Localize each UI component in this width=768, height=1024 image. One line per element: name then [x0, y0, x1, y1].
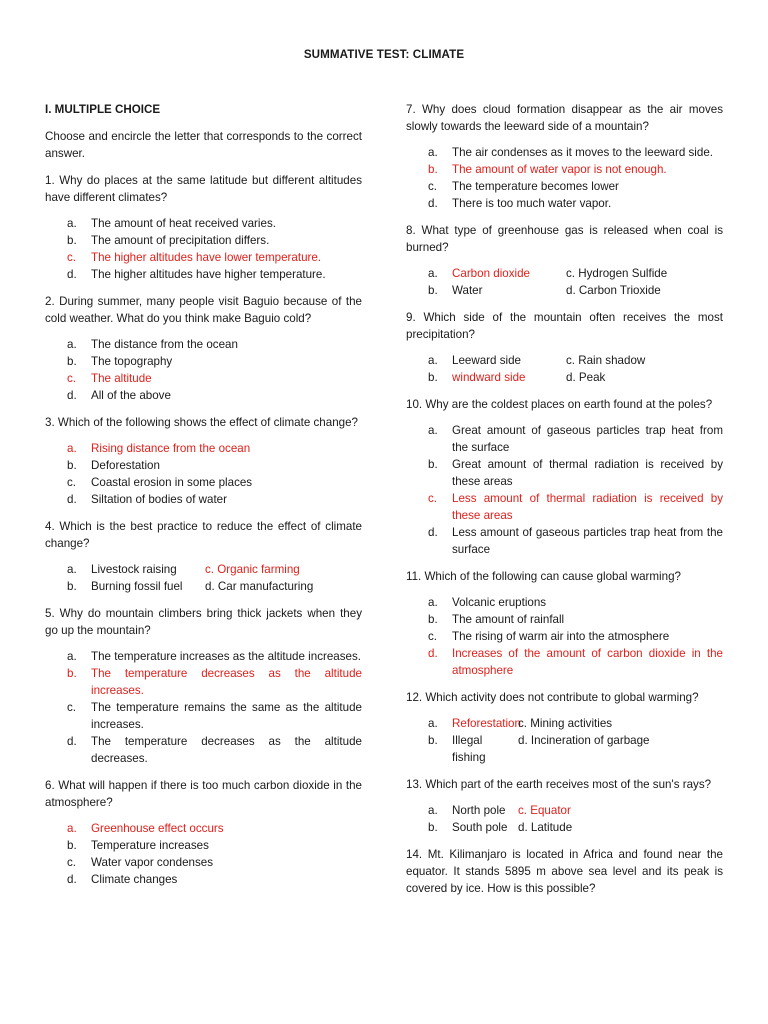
option-text: Livestock raising: [91, 563, 177, 576]
option-letter: a.: [428, 804, 438, 817]
option-a[interactable]: [45, 336, 362, 353]
option-row-1: [406, 265, 723, 282]
question-text: 7. Why does cloud formation disappear as the air moves slowly towards the leeward side of a mountain?: [406, 103, 723, 133]
option-c[interactable]: [45, 854, 362, 871]
option-b[interactable]: [428, 282, 566, 299]
question-text: 1. Why do places at the same latitude but different altitudes have different climates?: [45, 174, 362, 204]
option-letter: b.: [428, 163, 438, 176]
option-text: North pole: [452, 804, 506, 817]
option-letter: d.: [67, 735, 77, 748]
option-text: The amount of rainfall: [452, 613, 565, 626]
option-text: Temperature increases: [91, 839, 209, 852]
option-letter: a.: [428, 354, 438, 367]
question-text: 8. What type of greenhouse gas is released when coal is burned?: [406, 224, 723, 254]
option-letter: a.: [67, 442, 77, 455]
option-d[interactable]: d. Latitude: [518, 821, 573, 834]
option-letter: d.: [67, 389, 77, 402]
option-letter: b.: [67, 839, 77, 852]
option-d[interactable]: [406, 524, 723, 558]
option-letter: c.: [428, 180, 438, 193]
option-letter: d.: [67, 493, 77, 506]
option-letter: b.: [67, 234, 77, 247]
option-text: Deforestation: [91, 459, 160, 472]
option-text: The higher altitudes have higher temperature.: [91, 268, 326, 281]
option-c[interactable]: [406, 628, 723, 645]
option-letter: a.: [428, 717, 438, 730]
option-letter: a.: [67, 822, 77, 835]
option-letter: a.: [67, 650, 77, 663]
option-a-answer[interactable]: [428, 715, 521, 732]
option-c-answer[interactable]: c. Organic farming: [205, 563, 300, 576]
option-text: Leeward side: [452, 354, 521, 367]
option-letter: b.: [428, 821, 438, 834]
option-a[interactable]: [45, 648, 362, 665]
option-b[interactable]: [428, 819, 518, 836]
option-text: All of the above: [91, 389, 171, 402]
option-d[interactable]: [45, 387, 362, 404]
option-letter: c.: [67, 251, 77, 264]
option-letter: c.: [67, 476, 77, 489]
option-text: Less amount of thermal radiation is received by these areas: [452, 492, 723, 522]
option-b[interactable]: [45, 837, 362, 854]
option-text: Coastal erosion in some places: [91, 476, 253, 489]
option-text: The higher altitudes have lower temperature.: [91, 251, 322, 264]
instructions: Choose and encircle the letter that corresponds to the correct answer.: [45, 130, 362, 160]
option-b[interactable]: [428, 732, 518, 766]
option-text: The temperature increases as the altitude increases.: [91, 650, 362, 663]
question-text: 9. Which side of the mountain often receives the most precipitation?: [406, 311, 723, 341]
option-text: Burning fossil fuel: [91, 580, 183, 593]
right-column: [406, 101, 723, 907]
option-text: The temperature becomes lower: [452, 180, 619, 193]
option-text: Greenhouse effect occurs: [91, 822, 224, 835]
option-row-1: [45, 561, 362, 578]
option-letter: c.: [67, 701, 77, 714]
option-letter: b.: [67, 580, 77, 593]
option-letter: b.: [67, 667, 77, 680]
option-a[interactable]: [406, 144, 723, 161]
option-letter: a.: [428, 267, 438, 280]
question-5: [45, 605, 362, 767]
option-text: Water: [452, 284, 483, 297]
option-text: Siltation of bodies of water: [91, 493, 227, 506]
question-7: [406, 101, 723, 212]
option-letter: d.: [428, 647, 438, 660]
option-b[interactable]: [406, 611, 723, 628]
option-letter: a.: [428, 424, 438, 437]
option-text: Volcanic eruptions: [452, 596, 547, 609]
option-b-answer[interactable]: [406, 161, 723, 178]
option-letter: a.: [67, 338, 77, 351]
option-text: South pole: [452, 821, 508, 834]
question-11: [406, 568, 723, 679]
option-c[interactable]: [45, 699, 362, 733]
option-letter: c.: [67, 856, 77, 869]
question-12: [406, 689, 723, 766]
option-text: Less amount of gaseous particles trap heat from the surface: [452, 526, 723, 556]
option-text: The topography: [91, 355, 173, 368]
question-6: [45, 777, 362, 888]
option-c-answer[interactable]: [406, 490, 723, 524]
option-letter: b.: [67, 459, 77, 472]
question-4: [45, 518, 362, 595]
option-a[interactable]: [428, 352, 566, 369]
option-d[interactable]: d. Peak: [566, 371, 606, 384]
question-14: [406, 846, 723, 897]
option-b[interactable]: [45, 457, 362, 474]
option-row-2: [45, 578, 362, 595]
option-row-1: [406, 802, 723, 819]
option-row-2: [406, 819, 723, 836]
option-text: Great amount of gaseous particles trap heat from the surface: [452, 424, 723, 454]
option-a-answer[interactable]: [45, 820, 362, 837]
option-letter: c.: [428, 630, 438, 643]
question-text: 11. Which of the following can cause global warming?: [406, 570, 681, 583]
option-a[interactable]: [428, 802, 518, 819]
question-9: [406, 309, 723, 386]
question-13: [406, 776, 723, 836]
question-10: [406, 396, 723, 558]
option-c[interactable]: c. Hydrogen Sulfide: [566, 267, 668, 280]
option-d[interactable]: d. Carbon Trioxide: [566, 284, 661, 297]
option-letter: a.: [428, 596, 438, 609]
left-column: [45, 101, 362, 898]
option-c[interactable]: c. Rain shadow: [566, 354, 646, 367]
option-c[interactable]: [406, 178, 723, 195]
option-text: There is too much water vapor.: [452, 197, 612, 210]
option-c[interactable]: c. Mining activities: [518, 717, 613, 730]
option-a[interactable]: [67, 561, 205, 578]
option-c-answer[interactable]: [45, 249, 362, 266]
option-row-2: [406, 282, 723, 299]
option-d[interactable]: [406, 195, 723, 212]
option-text: Great amount of thermal radiation is received by these areas: [452, 458, 723, 488]
option-letter: b.: [428, 458, 438, 471]
question-text: 12. Which activity does not contribute to global warming?: [406, 691, 699, 704]
option-text: Illegal fishing: [452, 734, 486, 764]
option-letter: b.: [428, 284, 438, 297]
option-text: The air condenses as it moves to the leeward side.: [452, 146, 713, 159]
option-row-2: [406, 369, 723, 386]
option-letter: b.: [428, 613, 438, 626]
option-text: The temperature decreases as the altitude decreases.: [91, 735, 362, 765]
question-text: 5. Why do mountain climbers bring thick jackets when they go up the mountain?: [45, 607, 362, 637]
option-text: The temperature remains the same as the altitude increases.: [91, 701, 362, 731]
question-text: 10. Why are the coldest places on earth found at the poles?: [406, 398, 713, 411]
option-a[interactable]: [406, 422, 723, 456]
option-row-1: [406, 352, 723, 369]
question-8: [406, 222, 723, 299]
option-row-2: [406, 732, 723, 766]
question-3: [45, 414, 362, 508]
option-text: The temperature decreases as the altitude increases.: [91, 667, 362, 697]
option-a-answer[interactable]: [428, 265, 566, 282]
question-text: 2. During summer, many people visit Baguio because of the cold weather. What do you think make Baguio cold?: [45, 295, 362, 325]
option-d-answer[interactable]: [406, 645, 723, 679]
option-text: Carbon dioxide: [452, 267, 530, 280]
option-text: Reforestation: [452, 717, 521, 730]
option-text: Increases of the amount of carbon dioxide in the atmosphere: [452, 647, 723, 677]
option-a[interactable]: [45, 215, 362, 232]
option-c[interactable]: [45, 474, 362, 491]
option-d[interactable]: [45, 266, 362, 283]
option-letter: a.: [67, 563, 77, 576]
option-text: The amount of heat received varies.: [91, 217, 276, 230]
option-c-answer[interactable]: c. Equator: [518, 804, 571, 817]
question-text: 4. Which is the best practice to reduce the effect of climate change?: [45, 520, 362, 550]
option-a-answer[interactable]: [45, 440, 362, 457]
option-text: Climate changes: [91, 873, 178, 886]
option-letter: d.: [428, 526, 438, 539]
option-letter: d.: [67, 268, 77, 281]
option-letter: b.: [428, 371, 438, 384]
option-letter: d.: [428, 197, 438, 210]
option-row-1: [406, 715, 723, 732]
option-d[interactable]: [45, 871, 362, 888]
question-text: 13. Which part of the earth receives most of the sun's rays?: [406, 778, 712, 791]
option-b[interactable]: [67, 578, 205, 595]
option-b-answer[interactable]: [45, 665, 362, 699]
option-d[interactable]: [45, 491, 362, 508]
option-text: The amount of water vapor is not enough.: [452, 163, 667, 176]
option-d[interactable]: d. Incineration of garbage: [518, 734, 650, 747]
option-b[interactable]: [45, 232, 362, 249]
question-text: 14. Mt. Kilimanjaro is located in Africa and found near the equator. It stands 5895 m above sea level and its peak is covered by ice. How is this possible?: [406, 848, 723, 895]
option-text: The altitude: [91, 372, 152, 385]
option-a[interactable]: [406, 594, 723, 611]
option-letter: a.: [428, 146, 438, 159]
option-letter: b.: [67, 355, 77, 368]
option-d[interactable]: d. Car manufacturing: [205, 580, 314, 593]
option-b[interactable]: [45, 353, 362, 370]
option-letter: b.: [428, 734, 438, 747]
option-letter: a.: [67, 217, 77, 230]
option-letter: d.: [67, 873, 77, 886]
option-b[interactable]: [406, 456, 723, 490]
option-text: Water vapor condenses: [91, 856, 214, 869]
question-text: 3. Which of the following shows the effect of climate change?: [45, 416, 358, 429]
option-b-answer[interactable]: [428, 369, 566, 386]
question-2: [45, 293, 362, 404]
option-letter: c.: [67, 372, 77, 385]
option-d[interactable]: [45, 733, 362, 767]
option-letter: c.: [428, 492, 438, 505]
option-text: windward side: [452, 371, 526, 384]
option-c-answer[interactable]: [45, 370, 362, 387]
option-text: Rising distance from the ocean: [91, 442, 251, 455]
page-title: SUMMATIVE TEST: CLIMATE: [303, 48, 465, 61]
option-text: The distance from the ocean: [91, 338, 238, 351]
question-text: 6. What will happen if there is too much carbon dioxide in the atmosphere?: [45, 779, 362, 809]
section-heading: I. MULTIPLE CHOICE: [45, 103, 161, 116]
option-text: The rising of warm air into the atmosphere: [452, 630, 670, 643]
question-1: [45, 172, 362, 283]
option-text: The amount of precipitation differs.: [91, 234, 270, 247]
